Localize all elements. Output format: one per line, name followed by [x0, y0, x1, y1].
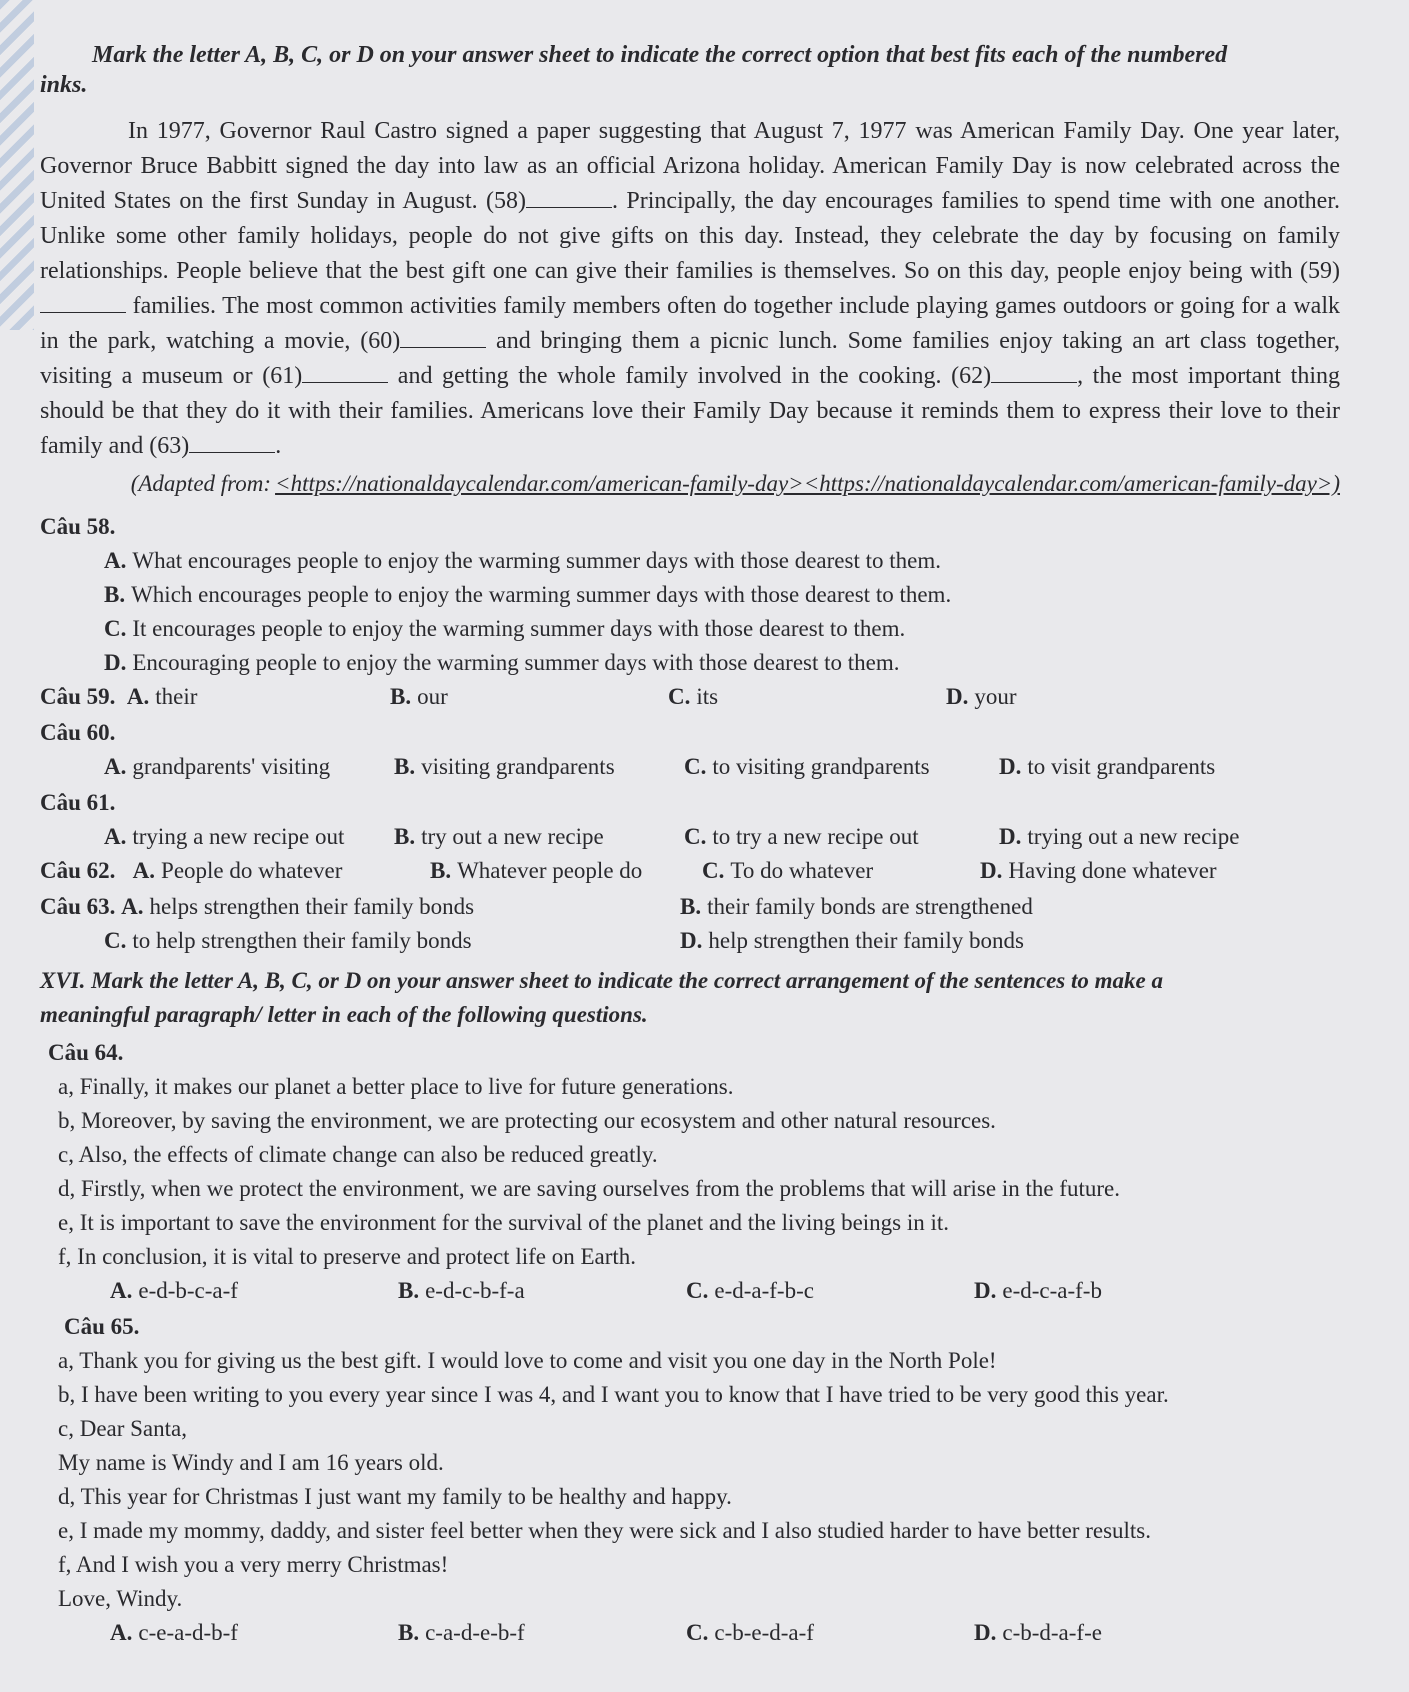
- option-C[interactable]: C. e-d-a-f-b-c: [686, 1278, 814, 1303]
- option-C[interactable]: C. To do whatever: [702, 858, 874, 883]
- option-A[interactable]: A. What encourages people to enjoy the warming summer days with those dearest to them.: [104, 548, 941, 573]
- option-D[interactable]: D. c-b-d-a-f-e: [974, 1620, 1102, 1645]
- blank-63: [189, 430, 275, 453]
- question-label: Câu 61.: [40, 790, 116, 815]
- option-D[interactable]: D. help strengthen their family bonds: [680, 928, 1024, 953]
- question-62: [40, 854, 1340, 888]
- question-59: [40, 680, 1340, 714]
- option-A[interactable]: A. trying a new recipe out: [104, 824, 345, 849]
- option-A[interactable]: Câu 62. A. People do whatever: [40, 858, 343, 883]
- option-B[interactable]: B. Which encourages people to enjoy the warming summer days with those dearest to them.: [104, 582, 952, 607]
- sentence-closing: Love, Windy.: [58, 1586, 183, 1611]
- sentence-a: a, Thank you for giving us the best gift. I would love to come and visit you one day in the North Pole!: [58, 1348, 997, 1373]
- sentence-c: c, Dear Santa,: [58, 1416, 187, 1441]
- option-C[interactable]: C. to visiting grandparents: [684, 754, 930, 779]
- option-B[interactable]: B. their family bonds are strengthened: [680, 894, 1033, 919]
- section-xvi-heading: XVI. Mark the letter A, B, C, or D on your answer sheet to indicate the correct arrangement of the sentences to make a meaningful paragraph/ letter in each of the following questions.: [40, 968, 1163, 1027]
- option-C[interactable]: C. its: [668, 684, 719, 709]
- question-58: [40, 510, 1340, 680]
- sentence-d: d, Firstly, when we protect the environment, we are saving ourselves from the problems that will arise in the future.: [58, 1176, 1120, 1201]
- sentence-b: b, Moreover, by saving the environment, we are protecting our ecosystem and other natural resources.: [58, 1108, 996, 1133]
- question-60: [40, 716, 1340, 784]
- sentence-e: e, It is important to save the environment for the survival of the planet and the living beings in it.: [58, 1210, 950, 1235]
- option-B[interactable]: B. Whatever people do: [430, 858, 643, 883]
- binder-stripe: [0, 0, 34, 330]
- option-B[interactable]: B. e-d-c-b-f-a: [398, 1278, 525, 1303]
- option-A[interactable]: Câu 63. A. helps strengthen their family bonds: [40, 894, 475, 919]
- option-D[interactable]: D. trying out a new recipe: [999, 824, 1240, 849]
- sentence-c: c, Also, the effects of climate change can also be reduced greatly.: [58, 1142, 658, 1167]
- question-label: Câu 64.: [48, 1040, 124, 1065]
- sentence-e: e, I made my mommy, daddy, and sister feel better when they were sick and I also studied harder to have better results.: [58, 1518, 1151, 1543]
- blank-59: [40, 290, 126, 313]
- option-A[interactable]: A. grandparents' visiting: [104, 754, 331, 779]
- sentence-b: b, I have been writing to you every year since I was 4, and I want you to know that I have tried to be very good this year.: [58, 1382, 1169, 1407]
- sentence-d: d, This year for Christmas I just want my family to be healthy and happy.: [58, 1484, 732, 1509]
- option-D[interactable]: D. e-d-c-a-f-b: [974, 1278, 1102, 1303]
- blank-58: [526, 185, 612, 208]
- option-C[interactable]: C. It encourages people to enjoy the warming summer days with those dearest to them.: [104, 616, 906, 641]
- sentence-c-continued: My name is Windy and I am 16 years old.: [58, 1450, 444, 1475]
- option-C[interactable]: C. to help strengthen their family bonds: [104, 928, 472, 953]
- question-label: Câu 60.: [40, 720, 116, 745]
- option-D[interactable]: D. your: [946, 684, 1017, 709]
- question-label: Câu 65.: [64, 1314, 140, 1339]
- question-63: [40, 890, 1340, 958]
- passage-source: (Adapted from: <https://nationaldaycalendar.com/american-family-day><https://nationaldaycalendar.com/american-family-day>): [130, 471, 1340, 496]
- option-D[interactable]: D. Having done whatever: [980, 858, 1217, 883]
- option-C[interactable]: C. c-b-e-d-a-f: [686, 1620, 814, 1645]
- option-A[interactable]: A. c-e-a-d-b-f: [110, 1620, 238, 1645]
- option-A[interactable]: Câu 59. A. their: [40, 684, 198, 709]
- cloze-instruction: Mark the letter A, B, C, or D on your answer sheet to indicate the correct option that best fits each of the numbered inks.: [40, 42, 1228, 98]
- option-B[interactable]: B. visiting grandparents: [394, 754, 615, 779]
- option-A[interactable]: A. e-d-b-c-a-f: [110, 1278, 238, 1303]
- option-B[interactable]: B. our: [390, 684, 448, 709]
- sentence-f: f, In conclusion, it is vital to preserve and protect life on Earth.: [58, 1244, 637, 1269]
- blank-60: [400, 325, 486, 348]
- reading-passage: In 1977, Governor Raul Castro signed a paper suggesting that August 7, 1977 was American Family Day. One year later, Governor Bruce Babbitt signed the day into law as an official Arizona holiday. American Family Day is now celebrated across the United States on the first Sunday in August. (58) . Principally, the day encourages families to spend time with one another. Unlike some other family holidays, people do not give gifts on this day. Instead, they celebrate the day by focusing on family relationships. People believe that the best gift one can give their families is themselves. So on this day, people enjoy being with (59) families. The most common activities family members often do together include playing games outdoors or going for a walk in the park, watching a movie, (60) and bringing them a picnic lunch. Some families enjoy taking an art class together, visiting a museum or (61) and getting the whole family involved in the cooking. (62) , the most important thing should be that they do it with their families. Americans love their Family Day because it reminds them to express their love to their family and (63) .: [40, 118, 1341, 459]
- option-D[interactable]: D. Encouraging people to enjoy the warming summer days with those dearest to them.: [104, 650, 900, 675]
- option-B[interactable]: B. try out a new recipe: [394, 824, 604, 849]
- question-64: [40, 1036, 1340, 1308]
- blank-61: [302, 360, 388, 383]
- question-label: Câu 58.: [40, 514, 116, 539]
- source-link[interactable]: <https://nationaldaycalendar.com/american-family-day><https://nationaldaycalendar.com/american-family-day>): [275, 471, 1340, 496]
- blank-62: [991, 360, 1077, 383]
- worksheet-page: [40, 40, 1340, 1650]
- sentence-f: f, And I wish you a very merry Christmas!: [58, 1552, 449, 1577]
- option-B[interactable]: B. c-a-d-e-b-f: [398, 1620, 525, 1645]
- sentence-a: a, Finally, it makes our planet a better place to live for future generations.: [58, 1074, 734, 1099]
- option-C[interactable]: C. to try a new recipe out: [684, 824, 919, 849]
- question-61: [40, 786, 1340, 854]
- question-65: [40, 1310, 1340, 1650]
- option-D[interactable]: D. to visit grandparents: [999, 754, 1216, 779]
